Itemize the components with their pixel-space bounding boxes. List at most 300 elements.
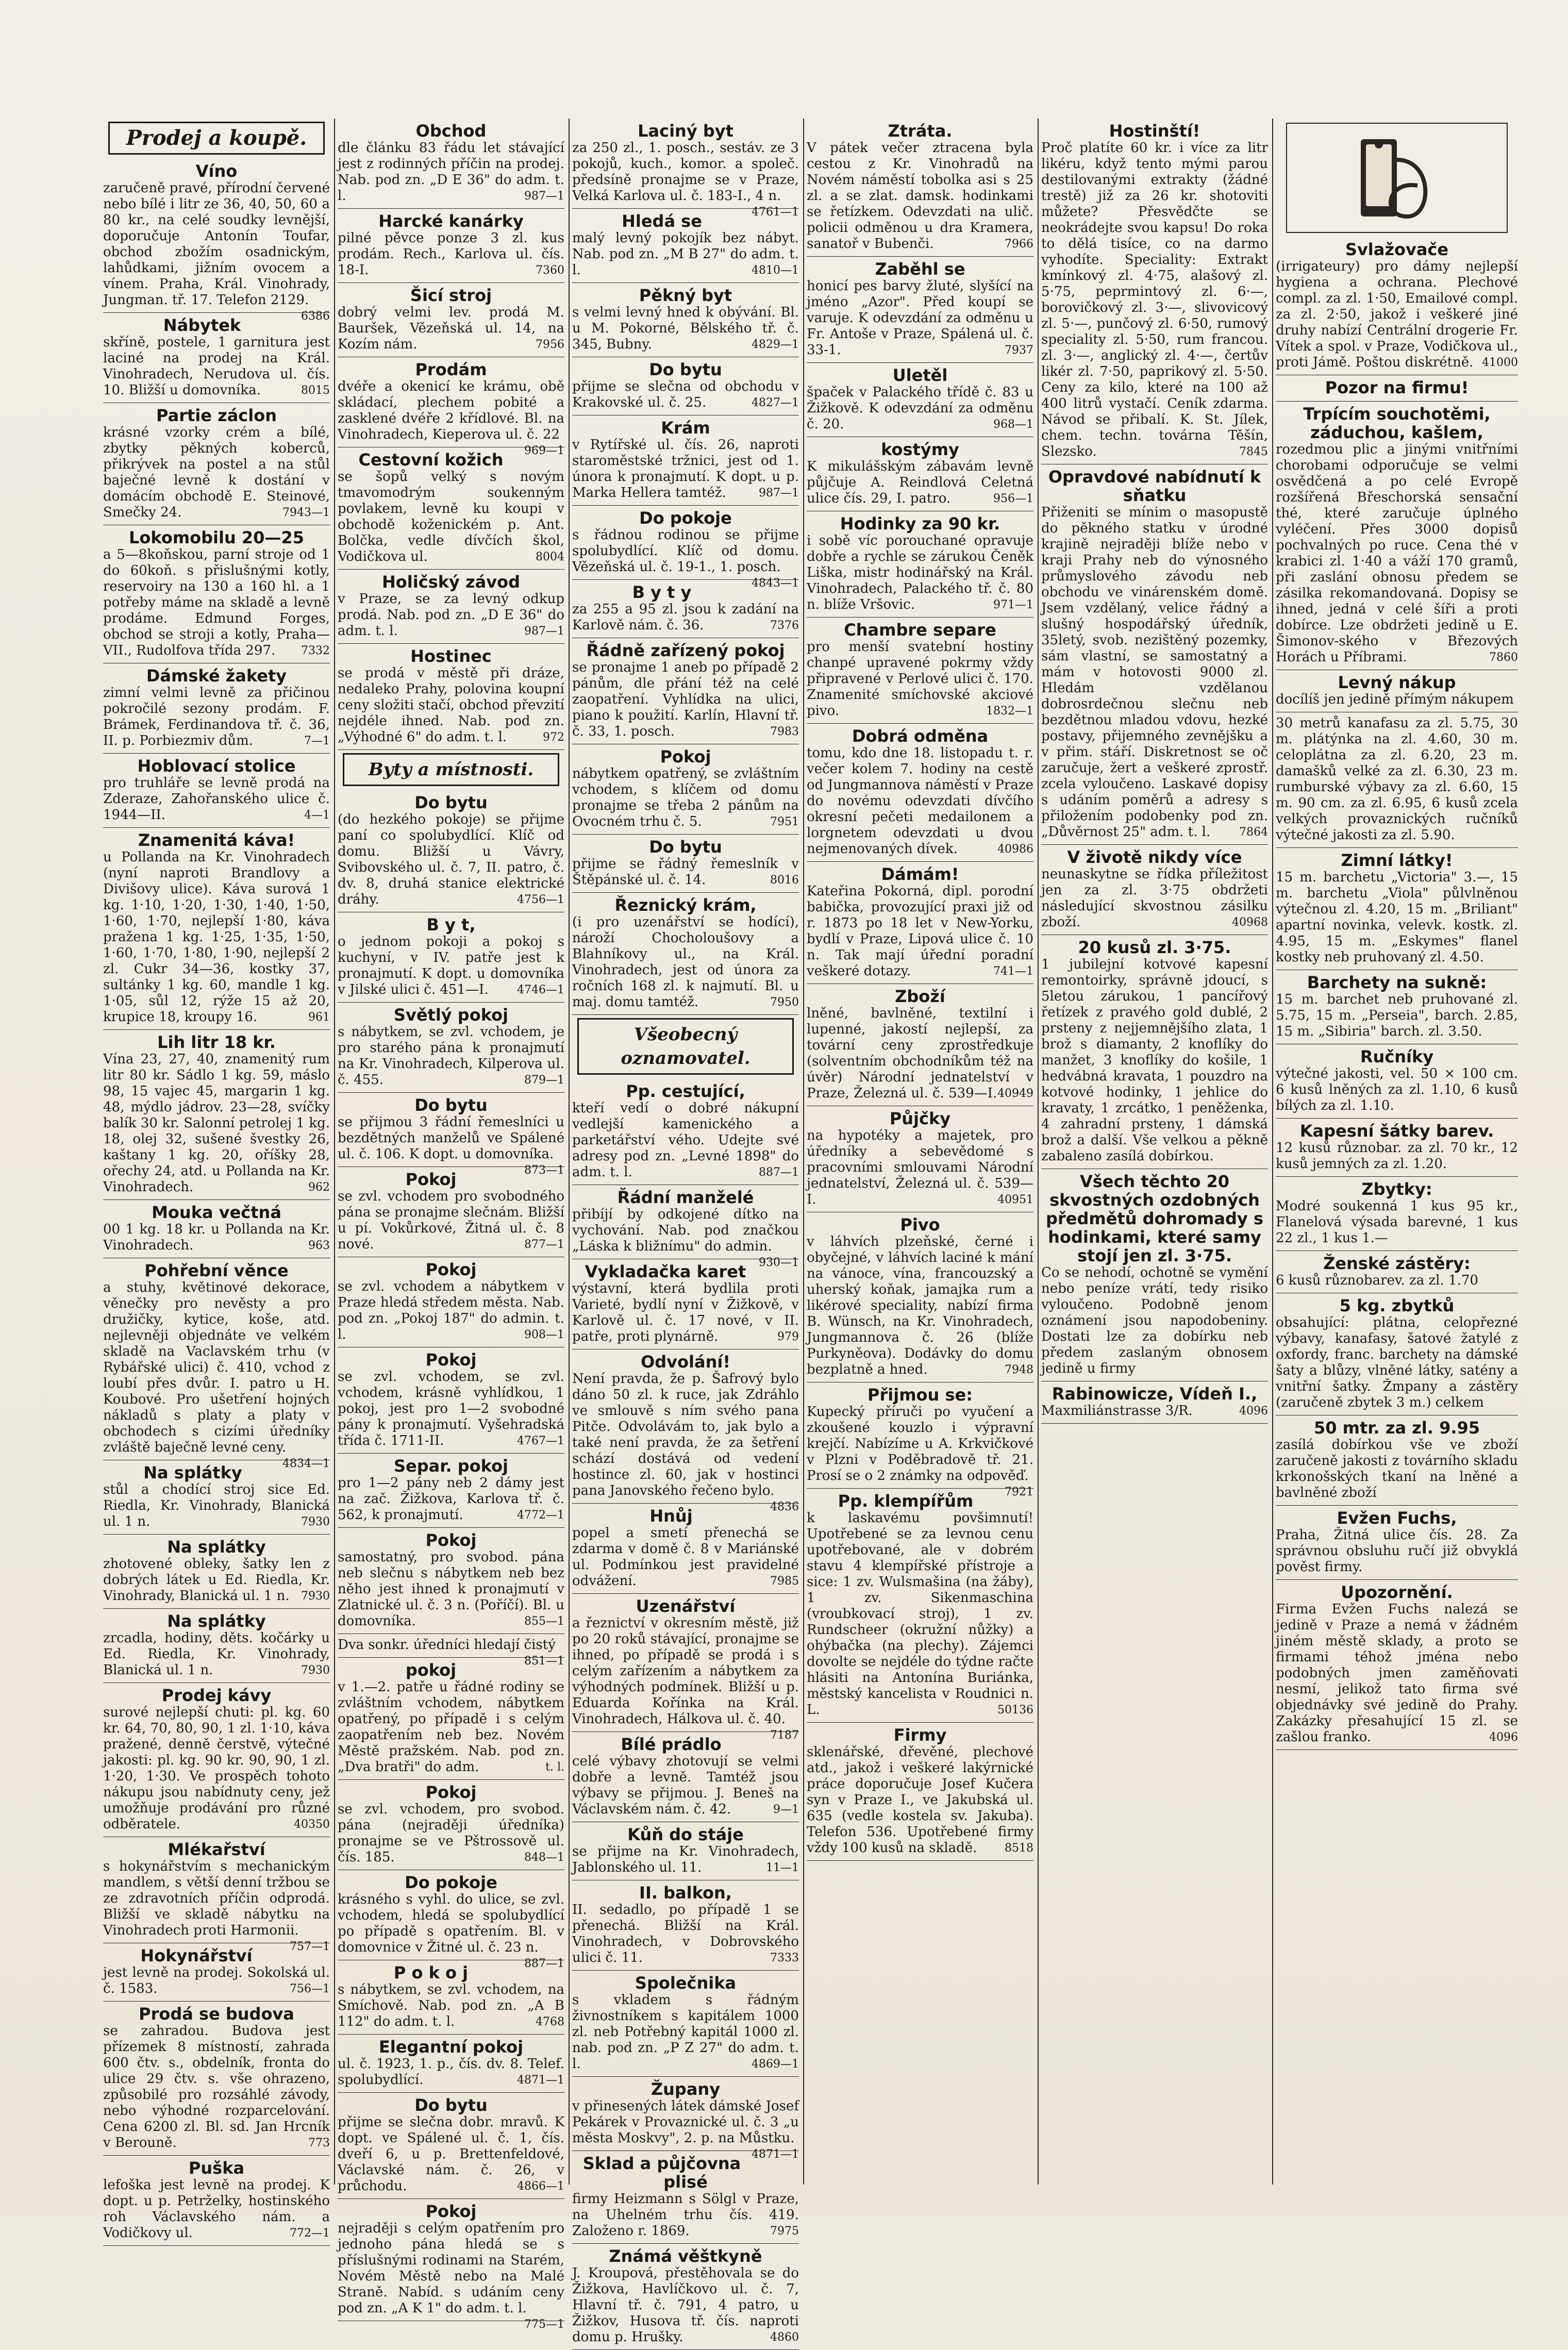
classified-ad xyxy=(572,744,799,835)
ad-text xyxy=(338,1549,564,1629)
ad-reference-number: 4—1 xyxy=(304,809,330,822)
ad-body: 15 m. barchetu „Victoria" 3.—, 15 m. barchetu „Viola" půlvlněnou výtečnou zl. 4.20, 15 m. „Briliant" apartní novinka, velevk. kostk. zl. 4.95, 15 m. „Eskymes" flanel kostky neb pruhovaný zl. 4.50. xyxy=(1276,870,1518,965)
ad-text xyxy=(338,2056,564,2088)
classified-ad xyxy=(103,313,330,403)
classified-ad xyxy=(338,1528,564,1634)
ad-heading: Kapesní šátky barev. xyxy=(1299,1121,1494,1141)
classified-ad xyxy=(338,1257,564,1347)
ad-heading: Pokoj xyxy=(425,1530,477,1550)
ad-heading: Pokoj xyxy=(425,1260,477,1279)
ad-text xyxy=(807,1006,1033,1102)
ad-reference-number: 979 xyxy=(777,1330,799,1343)
ad-heading: Župany xyxy=(650,2079,721,2099)
ad-text xyxy=(1276,1198,1518,1246)
ad-body: honicí pes barvy žluté, slyšící na jméno „Azor". Před koupí se varuje. K odevzdání za odměnu u Fr. Antoše v Praze, Spálená ul. č. 33-1. xyxy=(807,278,1033,358)
ad-heading: Pp. klempířům xyxy=(838,1491,974,1511)
ad-text xyxy=(572,1754,799,1818)
ad-heading: Prodej kávy xyxy=(161,1686,272,1705)
ad-text xyxy=(338,934,564,998)
ad-reference-number: 7985 xyxy=(770,1575,799,1588)
ad-body: a stuhy, květinové dekorace, věnečky pro nevěsty a pro družičky, kytice, koše, atd. nejlevněji objednáte ve velkém skladě na Vaclavském trhu (v Rybářské ulici) č. 410, vchod z loubí přes dvůr. I. patro u H. Koubové. Pro ušetření hojných nákladů s platy a platy v obchodech s cizími úředníky zvláště baječně levné ceny. xyxy=(103,1280,330,1455)
ad-heading: Rabinowicze, Vídeň I., xyxy=(1052,1384,1258,1404)
ad-heading: Krám xyxy=(661,418,710,438)
classified-ad xyxy=(103,2002,330,2156)
classified-ad xyxy=(103,1200,330,1258)
ad-reference-number: 7956 xyxy=(536,338,564,351)
ad-reference-number: 4768 xyxy=(536,2015,564,2028)
ad-text xyxy=(572,2098,799,2161)
ad-heading: Ztráta. xyxy=(888,121,953,141)
ad-body: zhotovené obleky, šatky len z dobrých látek u Ed. Riedla, Kr. Vinohrady, Blanická ul. 1 n. xyxy=(103,1556,330,1604)
ad-text xyxy=(103,849,330,1025)
ad-reference-number: 7921 xyxy=(1005,1486,1033,1498)
ad-body: dobrý velmi lev. prodá M. Bauršek, Vězeňská ul. 14, na Kozím nám. xyxy=(338,305,564,352)
classified-ad xyxy=(572,2151,799,2244)
ad-reference-number: 773 xyxy=(308,2137,330,2149)
ad-heading: Hostinští! xyxy=(1109,121,1200,141)
ads-list xyxy=(103,159,330,2246)
ad-heading: Elegantní pokoj xyxy=(378,2037,524,2057)
ad-text xyxy=(807,385,1033,432)
ad-body: K mikulášským zábavám levně půjčuje A. Reindlová Celetná ulice čís. 29, I. patro. xyxy=(807,459,1033,506)
ad-heading: Zimní látky! xyxy=(1341,851,1453,870)
classified-ad xyxy=(338,570,564,644)
ad-text xyxy=(103,425,330,521)
ad-body: stůl a chodící stroj sice Ed. Riedla, Kr. Vinohrady, Blanická ul. 1 n. xyxy=(103,1482,330,1529)
ad-text xyxy=(103,1556,330,1604)
classified-ad xyxy=(572,1259,799,1349)
ad-heading: Odvolání! xyxy=(641,1352,730,1372)
ad-reference-number: 930—1 xyxy=(759,1256,799,1269)
ad-reference-number: 8004 xyxy=(536,551,564,563)
ad-body: se prodá v městě při dráze, nedaleko Prahy, polovina koupní ceny složiti stačí, obchod převzití nejdéle ihned. Nab. pod zn. „Výhodné 6" do adm. t. l. xyxy=(338,665,564,745)
ad-heading: Řádní manželé xyxy=(617,1188,754,1207)
ad-body: s nábytkem, se zvl. vchodem, je pro starého pána k pronajmutí na Kr. Vinohradech, Kilperova ul. č. 455. xyxy=(338,1024,564,1088)
ad-text xyxy=(1041,1403,1268,1419)
ad-text xyxy=(338,305,564,353)
ad-reference-number: 4767—1 xyxy=(517,1435,564,1447)
ad-body: se pronajme 1 aneb po případě 2 pánům, dle přání též na celé zaopatření. Vyhlídka na ulici, piano k použití. Karlín, Hlavní tř. č. 33, 1. posch. xyxy=(572,660,799,739)
ad-text xyxy=(338,1679,564,1775)
classified-ad xyxy=(103,2156,330,2246)
ad-body: surové nejlepší chuti: pl. kg. 60 kr. 64, 70, 80, 90, 1 zl. 1·10, káva pražené, denně čerstvě, výtečné jakosti: pl. kg. 90 kr. 90, 90, 1 zl. 1·20, 1·30. Ve prospěch tohoto nákupu jsou nabídnuty ceny, jež umožňuje prodávání pro různé odběratele. xyxy=(103,1705,330,1832)
classified-ad xyxy=(572,1079,799,1185)
ad-reference-number: 4843—1 xyxy=(752,577,799,590)
ad-text xyxy=(338,1892,564,1970)
ad-heading: Svlažovače xyxy=(1345,240,1449,259)
ad-body: zimní velmi levně za přičinou pokročilé sezony prodám. F. Brámek, Ferdinandova tř. č. 36, II. p. Porbiezmiv dům. xyxy=(103,685,330,748)
ad-text xyxy=(1276,1602,1518,1745)
classified-ad xyxy=(338,1093,564,1177)
ad-heading: Znamenitá káva! xyxy=(138,830,295,850)
ad-heading: 20 kusů zl. 3·75. xyxy=(1078,938,1231,957)
ad-body: s nábytkem, se zvl. vchodem, na Smíchově. Nab. pod zn. „A B 112" do adm. t. l. xyxy=(338,1982,564,2029)
ad-body: lněné, bavlněné, textilní i lupenné, jakostí nejlepší, za tovární ceny zprostředkuje (solventním obchodníkům též na úvěr) Národní jednatelství v Praze, Železná ul. č. 539—I. xyxy=(807,1006,1033,1101)
classified-ad xyxy=(338,2035,564,2093)
ad-body: v Rytířské ul. čís. 26, naproti staroměstské tržnici, jest od 1. února k pronajmutí. K dopt. u p. Marka Hellera tamtéž. xyxy=(572,437,799,501)
ad-text xyxy=(103,1965,330,1997)
classified-ad xyxy=(807,257,1033,363)
ad-body: Kateřina Pokorná, dipl. porodní babička, provozující praxi již od r. 1873 po 18 let v New-Yorku, bydlí v Praze, Lipová ulice č. 10 n. Tak mají úřední poradní veškeré dotazy. xyxy=(807,884,1033,979)
classified-ad xyxy=(572,2077,799,2161)
ad-body: obsahující: plátna, celopřezné výbavy, kanafasy, šatové žatylé z oxfordy, franc. barchety na dámské šaty a blůzy, vlněné látky, satény a vnitřní šatky. Žmpany a zástěry (zaručeně zbytek 3 m.) celkem xyxy=(1276,1315,1518,1410)
classified-ad xyxy=(1041,1169,1268,1381)
ad-heading: Holičský závod xyxy=(382,572,520,592)
ad-body: 15 m. barchet neb pruhované zl. 5.75, 15 m. „Perseia", barch. 2.85, 15 m. „Sibiria" barch. zl. 3.50. xyxy=(1276,992,1518,1039)
ad-text xyxy=(338,1024,564,1088)
ad-text xyxy=(1276,992,1518,1040)
classified-ad xyxy=(338,1167,564,1257)
classified-ad xyxy=(807,862,1033,984)
ad-reference-number: 987—1 xyxy=(524,190,564,203)
ad-body: špaček v Palackého třídě č. 83 u Žižkově. K odevzdání za odměnu č. 20. xyxy=(807,385,1033,432)
ad-heading: Pokoj xyxy=(425,1350,477,1370)
ad-heading: Chambre separe xyxy=(844,620,996,640)
classified-ad xyxy=(338,790,564,912)
classified-ad xyxy=(338,119,564,209)
classified-ad xyxy=(338,2093,564,2199)
ad-heading: Evžen Fuchs, xyxy=(1337,1508,1457,1528)
column-6 xyxy=(1276,119,1518,2185)
section-heading: Byty a místnosti. xyxy=(343,753,559,786)
classified-ad xyxy=(807,1106,1033,1212)
ad-reference-number: 7860 xyxy=(1489,651,1518,664)
ad-text xyxy=(1041,505,1268,840)
ad-heading: Řeznický krám, xyxy=(614,895,757,915)
ad-heading: Známá věštkyně xyxy=(609,2246,762,2266)
classified-ad xyxy=(103,663,330,754)
ad-heading: Dámské žakety xyxy=(146,666,287,686)
classified-ad xyxy=(572,1880,799,1971)
ad-reference-number: 757—1 xyxy=(290,1940,330,1953)
ad-body: Přiženiti se mínim o masopustě do pěkného statku v úrodné krajině nejraději blíže nebo v kraji Prahy neb do výnosného průmyslového závodu neb obchodu ve vinárenském domě. Jsem vzdělaný, velice řádný a slušný hospodářský úředník, 35letý, svob. nezištěný pozemky, sám vlastní, se samostatný a mám v hotovosti 9000 zl. Hledám vzdělanou dobrosrdečnou slečnu neb bezdětnou mladou vdovu, hezké postavy, přijemného zevnějšku a v přim. stáří. Diskretnost se oč zaručuje, žert a veškeré zprostř. zcela vyloučeno. Laskavé dopisy s udáním poměrů a adresy s přiložením podobenky pod zn. „Důvěrnost 25" adm. t. l. xyxy=(1041,505,1268,840)
ad-body: docílíš jen jedině přímým nákupem xyxy=(1276,692,1514,707)
ad-body: Proč platíte 60 kr. i více za litr likéru, když tento mými parou destilovanými extrakty (žádné trestě) již za 26 kr. shotoviti můžete? Přesvědčte se neokrádejte svou kapsu! Do roka to dělá tisíce, co na darmo vyhodíte. Speciality: Extrakt kmínkový zl. 4·75, alašový zl. 5·75, peprmintový zl. 6·—, borovičkový zl. 3·—, slivovicový zl. 5·—, punčový zl. 6·50, rumový speciality zl. 5·50, rum francou. zl. 3·—, anglický zl. 4·—, čertův likér zl. 7·50, paprikový zl. 5·50. Ceny za kilo, které na 100 až 400 litrů vystačí. Ceník zdarma. Návod se přibalí. K. St. Jílek, chem. techn. továrna Těšín, Slezsko. xyxy=(1041,140,1268,459)
column-rule xyxy=(1038,119,1039,2185)
ad-body: nejraději s celým opatřením pro jednoho pána hledá se s příslušnými rodinami na Starém, Novém Městě nebo na Malé Straně. Nabíd. s udáním ceny pod zn. „A K 1" do adm. t. l. xyxy=(338,2221,564,2316)
ad-heading: Do bytu xyxy=(649,360,722,379)
ad-heading: Firmy xyxy=(893,1725,947,1745)
ad-reference-number: 40968 xyxy=(1232,916,1268,929)
ad-text xyxy=(1276,442,1518,665)
ad-heading: Do bytu xyxy=(414,793,488,812)
ad-text xyxy=(103,685,330,749)
ad-body: s řádnou rodinou se přijme spolubydlící. Klíč od domu. Vězeňská ul. č. 19-1., 1. posch. xyxy=(572,527,799,575)
ad-body: Vína 23, 27, 40, znamenitý rum litr 80 kr. Sádlo 1 kg. 59, máslo 98, 15 vajec 45, margarin 1 kg. 48, mýdlo jádrov. 23—28, svíčky balík 30 kr. Salonní petrolej 1 kg. 18, olej 32, sušené švestky 26, kaštany 1 kg. 20, oříšky 28, ořechy 24, atd. u Pollanda na Kr. Vinohradech. xyxy=(103,1052,330,1195)
ads-list xyxy=(338,119,564,2331)
ad-text xyxy=(103,335,330,398)
ad-heading: Separ. pokoj xyxy=(393,1456,509,1476)
ad-body: pro truhláře se levně prodá na Zderaze, Zahořanského ulice č. 1944—II. xyxy=(103,775,330,823)
classified-ad xyxy=(572,1732,799,1822)
ad-text xyxy=(338,1475,564,1523)
classified-ad xyxy=(338,209,564,283)
ad-text xyxy=(807,745,1033,857)
ad-heading: Do bytu xyxy=(414,2095,488,2115)
ad-text xyxy=(103,2023,330,2151)
ad-body: II. sedadlo, po případě 1 se přenechá. Bližší na Král. Vinohradech, v Dobrovského ulici č. 11. xyxy=(572,1902,799,1965)
ad-reference-number: 972 xyxy=(543,731,564,744)
column-rule xyxy=(803,119,804,2185)
ad-text xyxy=(103,1630,330,1678)
ad-body: sklenářské, dřevěné, plechové atd., jakož i veškeré lakýrnické práce doporučuje Josef Kučera syn v Praze I., ve Jakubská ul. 635 (vedle kostela sv. Jakuba). Telefon 536. Upotřebené firmy vždy 100 kusů na skladě. xyxy=(807,1744,1033,1856)
ad-body: a řeznictví v okresním městě, již po 20 roků stávající, pronajme se ihned, po případě se prodá i s celým zařízením a nábytkem za výhodných podmínek. Bližší u p. Eduarda Kořínka na Král. Vinohradech, Hálkova ul. č. 40. xyxy=(572,1615,799,1727)
ad-reference-number: 873—1 xyxy=(524,1164,564,1177)
ad-reference-number: 4871—1 xyxy=(752,2148,799,2161)
ad-body: pilné pěvce ponze 3 zl. kus prodám. Rech., Karlova ul. čís. 18-I. xyxy=(338,230,564,278)
ad-text xyxy=(1276,1527,1518,1575)
ad-reference-number: 7376 xyxy=(770,619,799,632)
ad-heading: Vykladačka karet xyxy=(585,1262,746,1281)
ad-reference-number: 7937 xyxy=(1005,344,1033,357)
ad-body: 1 jubilejní kotvové kapesní remontoirky, správně jdoucí, s 5letou zárukou, 1 pancířový řetízek z pravého gold dublé, 2 prsteny z nejjemnějšího zlata, 1 brož s diamanty, 2 knoflíky do manžet, 3 knoflíky do košile, 1 hedvábná kravata, 1 pouzdro na kotvové hodinky, 1 jehlice do kravaty, 1 zrcátko, 1 peněženka, 4 zahradní prsteny, 1 dámská brož a další. Vše velkou a pěkně zabaleno zasílá dobírkou. xyxy=(1041,957,1268,1164)
column-rule xyxy=(569,119,570,2185)
ad-text xyxy=(807,884,1033,979)
ad-body: Dva sonkr. úředníci hledají čistý xyxy=(338,1637,556,1653)
ad-heading: Bílé prádlo xyxy=(621,1735,722,1754)
ad-reference-number: 7966 xyxy=(1005,238,1033,251)
classified-ad xyxy=(572,1349,799,1513)
ad-body: a 5—8koňskou, parní stroje od 1 do 60koň. s přislušnými kotly, reservoiry na 130 a 160 hl. a 1 potřeby máme na skladě a levně prodáme. Edmund Forges, obchod se stroji a kotly, Praha—VII., Rudolfova třída 297. xyxy=(103,547,330,658)
ad-text xyxy=(103,1859,330,1953)
ad-body: v přinesených látek dámské Josef Pekárek v Provaznické ul. č. 3 „u města Moskvy", 2. p. na Můstku. xyxy=(572,2098,799,2146)
ad-body: dvéře a okenicí ke krámu, obě skládací, plechem pobité a zasklené dvéře 2 křídlové. Bl. na Vinohradech, Kieperova ul. č. 22 xyxy=(338,379,564,442)
ad-reference-number: 7948 xyxy=(1005,1363,1033,1376)
ad-reference-number: 971—1 xyxy=(993,598,1033,611)
ad-body: i sobě víc porouchané opravuje dobře a rychle se zárukou Čeněk Liška, mistr hodinářský na Král. Vinohradech, Palackého tř. č. 80 n. blíže Vršovic. xyxy=(807,533,1033,612)
ad-text xyxy=(807,1128,1033,1208)
ad-reference-number: 7983 xyxy=(770,725,799,738)
ad-text xyxy=(103,1222,330,1254)
ad-heading: Šicí stroj xyxy=(410,286,492,305)
ad-reference-number: 7951 xyxy=(770,815,799,828)
classified-ad xyxy=(572,1594,799,1742)
ad-text xyxy=(103,1280,330,1470)
ad-heading: Půjčky xyxy=(889,1109,951,1128)
ad-heading: Hoblovací stolice xyxy=(137,756,296,776)
ad-text xyxy=(572,1992,799,2072)
classified-ad xyxy=(572,638,799,744)
classified-ad xyxy=(807,1382,1033,1498)
ad-reference-number: 887—1 xyxy=(759,1166,799,1179)
ad-heading: Uzenářství xyxy=(636,1596,736,1616)
ad-reference-number: 848—1 xyxy=(524,1851,564,1864)
ad-text xyxy=(572,1902,799,1966)
classified-ad xyxy=(1276,1580,1518,1750)
ad-text xyxy=(572,2191,799,2239)
ad-body: u Pollanda na Kr. Vinohradech (nyní naproti Brandlovy a Divišovy ulice). Káva surová 1 kg. 1·10, 1·20, 1·30, 1·40, 1·50, 1·60, 1·70, nejlepší 1·80, káva pražena 1 kg. 1·25, 1·35, 1·50, 1·60, 1·70, 1·80, 1·90, nejlepší 2 zl. Cukr 34—36, kostky 37, sultánky 1 kg. 60, mandle 1 kg. 1·05, sůl 12, rýže 15 až 20, krupice 18, kroupy 16. xyxy=(103,849,330,1025)
ad-reference-number: 8015 xyxy=(301,384,330,397)
ad-text xyxy=(807,533,1033,613)
ad-heading: Prodá se budova xyxy=(139,2004,294,2024)
ad-heading: 5 kg. zbytků xyxy=(1339,1296,1455,1315)
ad-reference-number: 7187 xyxy=(770,1729,799,1742)
ad-body: Kupecký příruči po vyučení a zkoušené kouzlo i výpravní krejčí. Nabízíme u A. Krkvičkové v Plzni v Poděbradově tř. 21. Prosí se o 2 známky na odpověď. xyxy=(807,1404,1033,1484)
ad-reference-number: 4836 xyxy=(770,1501,799,1513)
ad-body: s vkladem s řádným živnostníkem s kapitálem 1000 zl. neb Potřebný kapitál 1000 zl. nab. pod zn. „P Z 27" do adm. t. l. xyxy=(572,1992,799,2072)
ad-text xyxy=(103,1482,330,1530)
ad-text xyxy=(338,1114,564,1177)
ad-body: jest levně na prodej. Sokolská ul. č. 1583. xyxy=(103,1965,330,1996)
column-2 xyxy=(338,119,564,2331)
ad-heading: Řádně zařízený pokoj xyxy=(586,641,785,660)
ads-list xyxy=(1276,237,1518,1750)
ad-body: nábytkem opatřený, se zvláštním vchodem, s klíčem od domu pronajme se třeba 2 pánům na Ovocném trhu č. 5. xyxy=(572,766,799,829)
ad-heading: Pp. cestující, xyxy=(626,1081,745,1101)
ad-body: s velmi levný hned k obývání. Bl. u M. Pokorné, Bělského tř. č. 345, Bubny. xyxy=(572,305,799,352)
ad-reference-number: 879—1 xyxy=(524,1074,564,1087)
classified-ad xyxy=(103,1535,330,1609)
ad-text xyxy=(572,914,799,1010)
ad-heading: P o k o j xyxy=(393,1963,469,1982)
ad-text xyxy=(338,140,564,204)
ad-body: lefoška jest levně na prodej. K dopt. u p. Petrželky, hostinského roh Václavského nám. a Vodičkovy ul. xyxy=(103,2177,330,2241)
ad-reference-number: 7930 xyxy=(301,1515,330,1528)
ad-body: výstavní, která bydlila proti Varieté, bydlí nyní v Žižkově, v Karlově ul. č. 17 nové, v II. patře, proti plynárně. xyxy=(572,1281,799,1344)
ad-heading: Prodám xyxy=(415,360,487,379)
ad-text xyxy=(572,230,799,278)
ad-text xyxy=(1276,1273,1518,1289)
classified-ad xyxy=(103,1609,330,1683)
ad-reference-number: 887—1 xyxy=(524,1957,564,1970)
ad-heading: Laciný byt xyxy=(638,121,733,141)
classified-ad xyxy=(1276,1293,1518,1415)
ad-heading: Ručníky xyxy=(1360,1047,1434,1066)
ad-heading: Do bytu xyxy=(414,1095,488,1115)
ad-body: 6 kusů různobarev. za zl. 1.70 xyxy=(1276,1273,1478,1288)
classified-ad xyxy=(807,363,1033,437)
ad-body: popel a smetí přenechá se zdarma v domě č. 8 v Mariánské ul. Podmínkou jest pravidelné odvážení. xyxy=(572,1525,799,1589)
ad-heading: Na splátky xyxy=(167,1611,266,1631)
classified-ad xyxy=(807,1489,1033,1723)
column-rule xyxy=(334,119,335,2185)
ad-text xyxy=(807,1510,1033,1718)
ad-heading: B y t, xyxy=(426,915,476,935)
ad-body: se přijme na Kr. Vinohradech, Jablonského ul. 11. xyxy=(572,1844,799,1875)
ad-body: (i pro uzenářství se hodící), nároží Chocholoušovy a Blahníkovy ul., na Král. Vinohradech, jest od února za ročních 168 zl. k najmutí. Bl. u maj. domu tamtéž. xyxy=(572,914,799,1010)
ad-heading: Zaběhl se xyxy=(875,259,965,279)
ad-text xyxy=(1041,957,1268,1164)
ad-body: samostatný, pro svobod. pána neb slečnu s nábytkem neb bez něho jest ihned k pronajmutí v Zlatnické ul. č. 3 n. (Poříčí). Bl. u domovníka. xyxy=(338,1549,564,1629)
ad-heading: Do bytu xyxy=(649,837,722,857)
ad-reference-number: 4810—1 xyxy=(752,264,799,277)
ad-text xyxy=(103,180,330,323)
ad-heading: Upozornění. xyxy=(1341,1582,1453,1602)
ad-text xyxy=(338,1637,564,1668)
ad-text xyxy=(338,665,564,745)
ad-body: Co se nehodí, ochotně se vymění nebo peníze vrátí, tedy risiko vyloučeno. Podobně jenom oznámení jsou napodobeniny. Dostati lze za dobírku neb předem zaslaným obnosem jedině u firmy xyxy=(1041,1265,1268,1376)
classified-ad xyxy=(1041,464,1268,845)
ad-body: se zvl. vchodem, pro svobod. pána (nejraději úředníka) pronajme se ve Pštrossově ul. čís. 185. xyxy=(338,1802,564,1865)
ad-heading: Obchod xyxy=(415,121,487,141)
ad-body: za 255 a 95 zl. jsou k zadání na Karlově nám. č. 36. xyxy=(572,602,799,633)
classified-ad xyxy=(1276,402,1518,670)
classified-ad xyxy=(572,1504,799,1594)
ad-body: (irrigateury) pro dámy nejlepší hygiena a ochrana. Plechové compl. za zl. 1·50, Emailové compl. za zl. 2·50, jakož i veškeré jiné druhy nabízí Centrální drogerie Fr. Vítek a spol. v Praze, Vodičkova ul., proti Jámě. Poštou diskrétně. xyxy=(1276,259,1518,370)
classified-ad xyxy=(807,1723,1033,1861)
ad-text xyxy=(807,278,1033,358)
ad-reference-number: 4756—1 xyxy=(517,893,564,906)
classified-ad xyxy=(572,1971,799,2077)
ad-heading: Všech těchto 20 skvostných ozdobných předmětů dohromady s hodinkami, které samy stojí jen zl. 3·75. xyxy=(1046,1172,1263,1265)
ads-list xyxy=(572,119,799,2350)
ad-text xyxy=(1276,870,1518,965)
ad-text xyxy=(338,591,564,639)
ad-text xyxy=(103,775,330,823)
ad-reference-number: 4096 xyxy=(1489,1731,1518,1744)
ad-text xyxy=(338,379,564,457)
ad-reference-number: 877—1 xyxy=(524,1238,564,1251)
ad-heading: Do pokoje xyxy=(405,1873,497,1892)
ad-heading: Pohřební věnce xyxy=(144,1261,289,1280)
ad-text xyxy=(572,1371,799,1513)
ad-text xyxy=(103,1052,330,1195)
ad-reference-number: 969—1 xyxy=(524,444,564,457)
classified-ad xyxy=(103,828,330,1030)
ad-reference-number: 7950 xyxy=(770,996,799,1009)
ad-body: V pátek večer ztracena byla cestou z Kr. Vinohradů na Novém náměstí tobolka asi s 25 zl. a se zlat. damsk. hodinkami se řetízkem. Odevzdati na ulič. policii odměnou u dra Kramera, sanatoř v Bubenči. xyxy=(807,140,1033,252)
ad-body: v láhvích plzeňské, černé i obyčejné, v láhvích laciné k mání na vánoce, vína, francouzský a uherský koňak, jamajka rum a likérové speciality, nabízí firma B. Wünsch, na Kr. Vinohradech, Jungmannova č. 26 (blíže Purkyněova). Dodávky do domu bezplatně a hned. xyxy=(807,1234,1033,1377)
ads-list xyxy=(1041,119,1268,1424)
classified-ad xyxy=(338,283,564,357)
ad-body: krásné vzorky crém a bílé, zbytky pěkných koberců, přikrývek na postel a na stůl baječné levně k dostání v domácím obchodě E. Steinové, Smečky 24. xyxy=(103,425,330,520)
ad-reference-number: 775—1 xyxy=(524,2318,564,2331)
ad-text xyxy=(1041,140,1268,460)
classified-ad xyxy=(103,159,330,323)
ad-heading: Uletěl xyxy=(892,365,948,385)
ad-heading: Hnůj xyxy=(649,1506,693,1526)
classified-ad xyxy=(338,1658,564,1780)
ad-text xyxy=(1041,866,1268,930)
ad-reference-number: 4746—1 xyxy=(517,984,564,996)
ad-text xyxy=(572,437,799,501)
ad-reference-number: 40951 xyxy=(997,1193,1033,1206)
ad-reference-number: 4860 xyxy=(770,2331,799,2344)
ad-heading: pokoj xyxy=(405,1660,457,1680)
ad-body: kteří vedí o dobré nákupní vedlejší kamenického a parketářství vého. Udejte své adresy pod zn. „Levné 1898" do adm. t. l. xyxy=(572,1101,799,1180)
ad-text xyxy=(1041,1265,1268,1377)
ad-reference-number: 4871—1 xyxy=(517,2074,564,2087)
ad-text xyxy=(807,1234,1033,1378)
classified-ad xyxy=(572,119,799,219)
ad-reference-number: 40350 xyxy=(294,1818,330,1831)
ad-reference-number: 7845 xyxy=(1239,445,1268,458)
ad-body: na hypotéky a majetek, pro úředníky a sebevědomé s pracovními smlouvami Národní jednatelství, Železná ul. č. 539—I. xyxy=(807,1128,1033,1207)
ad-heading: Pokoj xyxy=(425,1782,477,1802)
ad-reference-number: 50136 xyxy=(997,1704,1033,1716)
classified-ad xyxy=(1276,1415,1518,1506)
ad-heading: Pěkný byt xyxy=(639,286,732,305)
classified-ad xyxy=(1276,848,1518,970)
ad-text xyxy=(1276,1315,1518,1411)
ad-reference-number: 4761—1 xyxy=(752,206,799,219)
ad-reference-number: 11—1 xyxy=(766,1861,799,1874)
ad-reference-number: 4827—1 xyxy=(752,396,799,409)
ad-text xyxy=(572,1615,799,1742)
classified-ad xyxy=(1276,1177,1518,1251)
classified-ad xyxy=(338,1870,564,1970)
classified-ad xyxy=(572,2244,799,2350)
ad-heading: Levný nákup xyxy=(1338,673,1456,692)
ad-text xyxy=(572,602,799,634)
ad-reference-number: 7—1 xyxy=(304,735,330,747)
ad-body: zasílá dobírkou vše ve zboží zaručeně jakosti z továrního skladu krkonošských tkaní na lněné a bavlněné zboží xyxy=(1276,1437,1518,1501)
irrigator-illustration xyxy=(1286,123,1508,233)
ad-body: se zvl. vchodem a nábytkem v Praze hledá středem města. Nab. pod zn. „Pokoj 187" do admin. t. l. xyxy=(338,1279,564,1342)
ad-text xyxy=(103,2177,330,2241)
ad-text xyxy=(338,1279,564,1343)
ad-body: v Praze, se za levný odkup prodá. Nab. pod zn. „D E 36" do adm. t. l. xyxy=(338,591,564,639)
